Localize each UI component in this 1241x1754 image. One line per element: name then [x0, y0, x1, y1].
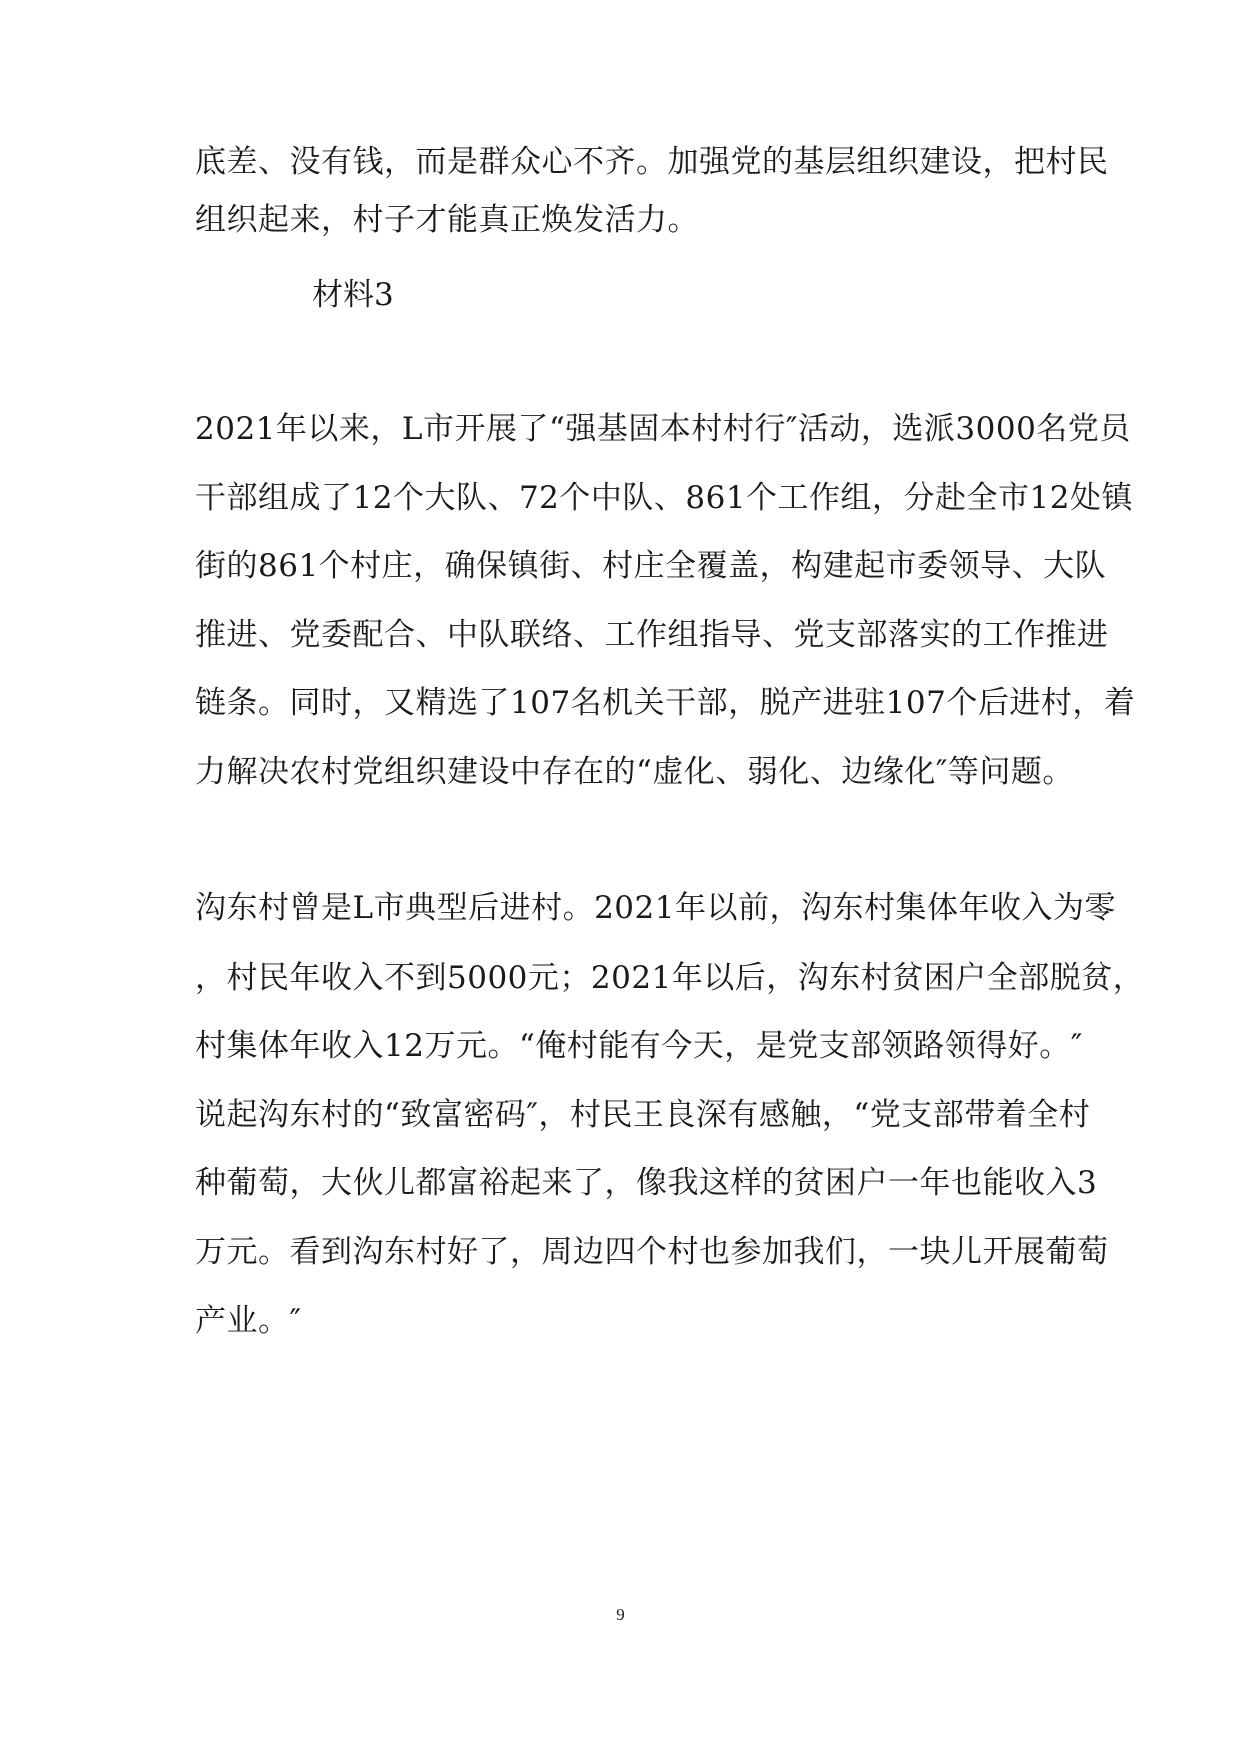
paragraph-3-line-2: ，村民年收入不到5000元；2021年以后，沟东村贫困户全部脱贫，	[195, 960, 1145, 996]
paragraph-2-line-6: 力解决农村党组织建设中存在的“虚化、弱化、边缘化″等问题。	[195, 754, 1074, 790]
paragraph-3-line-5: 种葡萄，大伙儿都富裕起来了，像我这样的贫困户一年也能收入3	[195, 1165, 1098, 1201]
paragraph-2-line-2: 干部组成了12个大队、72个中队、861个工作组，分赴全市12处镇	[195, 480, 1134, 516]
page-number: 9	[616, 1605, 625, 1624]
paragraph-3-line-6: 万元。看到沟东村好了，周边四个村也参加我们，一块儿开展葡萄	[195, 1234, 1109, 1270]
paragraph-2-line-4: 推进、党委配合、中队联络、工作组指导、党支部落实的工作推进	[195, 617, 1109, 653]
paragraph-3-line-3: 村集体年收入12万元。“俺村能有今天，是党支部领路领得好。″	[195, 1028, 1083, 1064]
paragraph-2-line-1: 2021年以来，L市开展了“强基固本村村行″活动，选派3000名党员	[195, 411, 1131, 447]
paragraph-2-line-3: 街的861个村庄，确保镇街、村庄全覆盖，构建起市委领导、大队	[195, 548, 1107, 584]
paragraph-1-line-1: 底差、没有钱，而是群众心不齐。加强党的基层组织建设，把村民	[195, 144, 1109, 180]
paragraph-3-line-1: 沟东村曾是L市典型后进村。2021年以前，沟东村集体年收入为零	[195, 890, 1116, 926]
paragraph-2-line-5: 链条。同时，又精选了107名机关干部，脱产进驻107个后进村，着	[195, 685, 1136, 721]
section-heading: 材料3	[312, 277, 394, 313]
paragraph-1-line-2: 组织起来，村子才能真正焕发活力。	[195, 202, 699, 238]
paragraph-3-line-7: 产业。″	[195, 1303, 302, 1339]
paragraph-3-line-4: 说起沟东村的“致富密码″，村民王良深有感触，“党支部带着全村	[195, 1097, 1091, 1133]
